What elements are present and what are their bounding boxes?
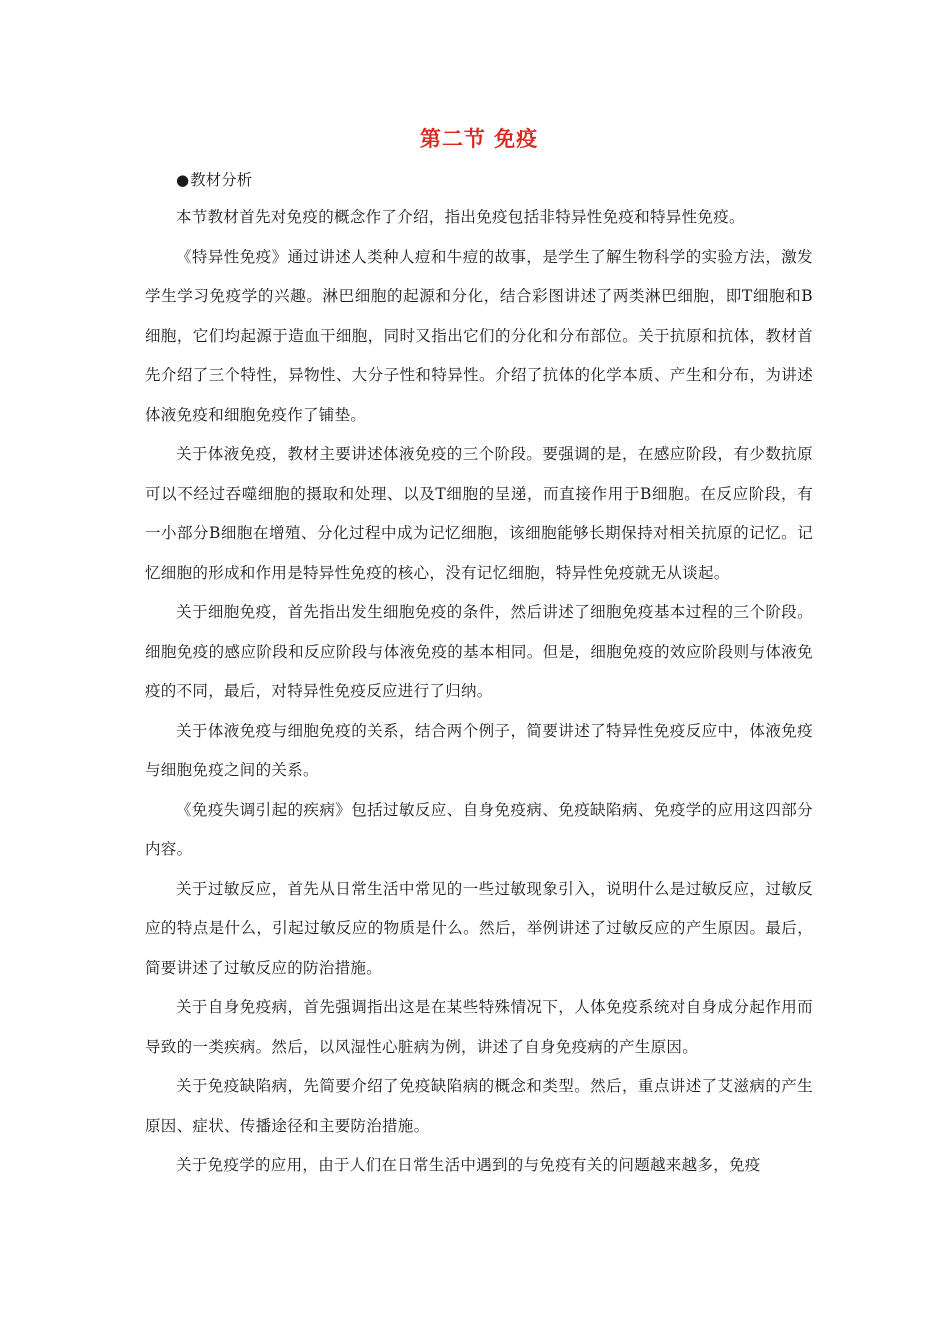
paragraph-humoral-immunity: 关于体液免疫，教材主要讲述体液免疫的三个阶段。要强调的是，在感应阶段，有少数抗原可以不经过吞噬细胞的摄取和处理、以及T细胞的呈递，而直接作用于B细胞。在反应阶段，有一小部分B细胞在增殖、分化过程中成为记忆细胞，该细胞能够长期保持对相关抗原的记忆。记忆细胞的形成和作用是特异性免疫的核心，没有记忆细胞，特异性免疫就无从谈起。 [145, 445, 813, 582]
paragraph-immune-disorders: 《免疫失调引起的疾病》包括过敏反应、自身免疫病、免疫缺陷病、免疫学的应用这四部分内容。 [145, 800, 813, 858]
section-heading [145, 168, 813, 192]
paragraph-cellular-immunity: 关于细胞免疫，首先指出发生细胞免疫的条件，然后讲述了细胞免疫基本过程的三个阶段。细胞免疫的感应阶段和反应阶段与体液免疫的基本相同。但是，细胞免疫的效应阶段则与体液免疫的不同，最后，对特异性免疫反应进行了归纳。 [145, 603, 813, 700]
bullet-icon: ● [176, 171, 190, 189]
section-heading-label: 教材分析 [190, 171, 253, 189]
paragraph-specific-immunity: 《特异性免疫》通过讲述人类种人痘和牛痘的故事，是学生了解生物科学的实验方法，激发学生学习免疫学的兴趣。淋巴细胞的起源和分化，结合彩图讲述了两类淋巴细胞，即T细胞和B细胞，它们均起源于造血干细胞，同时又指出它们的分化和分布部位。关于抗原和抗体，教材首先介绍了三个特性，异物性、大分子性和特异性。介绍了抗体的化学本质、产生和分布，为讲述体液免疫和细胞免疫作了铺垫。 [145, 247, 813, 424]
paragraph-autoimmune: 关于自身免疫病，首先强调指出这是在某些特殊情况下，人体免疫系统对自身成分起作用而导致的一类疾病。然后，以风湿性心脏病为例，讲述了自身免疫病的产生原因。 [145, 998, 813, 1056]
paragraph-intro: 本节教材首先对免疫的概念作了介绍，指出免疫包括非特异性免疫和特异性免疫。 [176, 208, 745, 226]
page-title: 第二节 免疫 [419, 127, 539, 151]
paragraph-allergy: 关于过敏反应，首先从日常生活中常见的一些过敏现象引入，说明什么是过敏反应，过敏反应的特点是什么，引起过敏反应的物质是什么。然后，举例讲述了过敏反应的产生原因。最后，简要讲述了过敏反应的防治措施。 [145, 879, 813, 977]
paragraph-immunity-relation: 关于体液免疫与细胞免疫的关系，结合两个例子，简要讲述了特异性免疫反应中，体液免疫与细胞免疫之间的关系。 [145, 721, 813, 779]
paragraph-immunology-application: 关于免疫学的应用，由于人们在日常生活中遇到的与免疫有关的问题越来越多，免疫 [176, 1156, 761, 1174]
document-page [145, 118, 813, 1186]
paragraph-immunodeficiency: 关于免疫缺陷病，先简要介绍了免疫缺陷病的概念和类型。然后，重点讲述了艾滋病的产生原因、症状、传播途径和主要防治措施。 [145, 1077, 813, 1135]
